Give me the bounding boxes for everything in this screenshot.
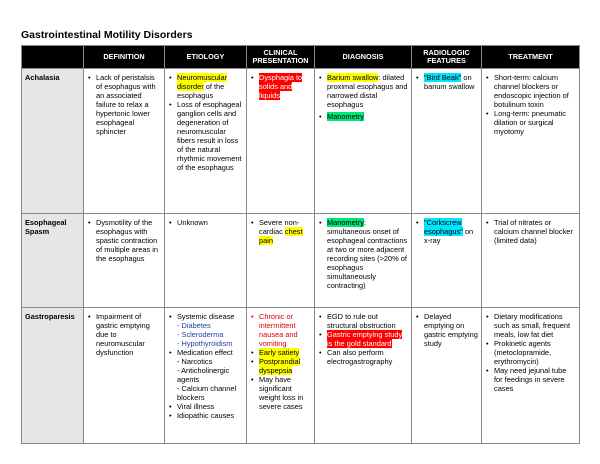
treatment-cell: [482, 308, 580, 444]
highlight: Neuromuscular disorder: [177, 73, 228, 92]
row-label: Esophageal Spasm: [22, 214, 84, 308]
list-item: - Calcium channel blockers: [177, 384, 237, 403]
text: : simultaneous onset of esophageal contractions at two or more adjacent recording sites (>20% of esophagus simultaneously contracting): [327, 218, 408, 291]
definition-cell: [84, 69, 165, 214]
list-item: [318, 218, 408, 290]
treatment-cell: [482, 69, 580, 214]
list-item: • Trial of nitrates or calcium channel blocker (limited data): [485, 218, 576, 245]
text: on barium swallow: [424, 73, 475, 92]
clinical-cell: [247, 69, 315, 214]
list-item: - Diabetes: [177, 321, 211, 331]
header-definition: DEFINITION: [84, 46, 165, 69]
header-radiologic: RADIOLOGIC FEATURES: [412, 46, 482, 69]
list-item: [250, 73, 311, 100]
definition-cell: [84, 214, 165, 308]
radiologic-cell: [412, 308, 482, 444]
list-item: [318, 73, 408, 109]
text: on x-ray: [424, 227, 474, 246]
list-item: [168, 73, 243, 100]
list-item: [415, 218, 478, 245]
highlight: "Bird Beak": [424, 73, 462, 82]
list-item: • Can also perform electrogastrography: [318, 348, 408, 366]
text: of the esophagus: [177, 82, 225, 101]
list-item: • Idiopathic causes: [168, 411, 243, 420]
header-diagnosis: DIAGNOSIS: [315, 46, 412, 69]
list-item: • May need jejunal tube for feedings in severe cases: [485, 366, 576, 393]
list-item: • Viral illness: [168, 402, 243, 411]
list-item: • Delayed emptying on gastric emptying study: [415, 312, 478, 348]
highlight: Gastric emptying study is the gold standard: [327, 330, 403, 349]
etiology-cell: [165, 214, 247, 308]
highlight: Postprandial dyspepsia: [259, 357, 301, 376]
definition-cell: [84, 308, 165, 444]
table-row-spasm: [22, 214, 580, 308]
etiology-cell: [165, 69, 247, 214]
highlight: chest pain: [259, 227, 303, 246]
list-item: • Chronic or intermittent nausea and vomiting: [250, 312, 311, 348]
list-item: • Lack of peristalsis of esophagus with an associated failure to relax a hypertonic lower esophageal sphincter: [87, 73, 161, 136]
list-item: [250, 218, 311, 245]
motility-table: [21, 45, 580, 444]
list-item: - Narcotics: [177, 357, 213, 367]
diagnosis-cell: [315, 214, 412, 308]
page-title: Gastrointestinal Motility Disorders: [21, 29, 193, 41]
radiologic-cell: [412, 69, 482, 214]
diagnosis-cell: [315, 69, 412, 214]
text: Severe non-cardiac: [259, 218, 300, 237]
highlight: Early satiety: [259, 348, 300, 358]
row-label: Achalasia: [22, 69, 84, 214]
row-label: Gastroparesis: [22, 308, 84, 444]
table-row-achalasia: [22, 69, 580, 214]
list-item: • May have significant weight loss in severe cases: [250, 375, 311, 411]
list-item: • EGD to rule out structural obstruction: [318, 312, 408, 330]
list-item: [250, 357, 311, 375]
header-empty: [22, 46, 84, 69]
header-clinical: CLINICAL PRESENTATION: [247, 46, 315, 69]
highlight: Manometry: [327, 112, 364, 122]
header-row: [22, 46, 580, 69]
list-item: [318, 112, 408, 121]
list-item: • Unknown: [168, 218, 243, 227]
list-item: [250, 348, 311, 357]
table-row-gastroparesis: [22, 308, 580, 444]
highlight: Manometry: [327, 218, 364, 227]
header-etiology: ETIOLOGY: [165, 46, 247, 69]
list-item: • Impairment of gastric emptying due to neuromuscular dysfunction: [87, 312, 161, 357]
list-item: - Scleroderma: [177, 330, 224, 340]
list-item: [318, 330, 408, 348]
list-item: • Dysmotility of the esophagus with spastic contraction of multiple areas in the esophagus: [87, 218, 161, 263]
list-item: • Medication effect: [168, 348, 243, 357]
treatment-cell: [482, 214, 580, 308]
diagnosis-cell: [315, 308, 412, 444]
header-treatment: TREATMENT: [482, 46, 580, 69]
clinical-cell: [247, 308, 315, 444]
list-item: - Hypothyroidism: [177, 339, 233, 349]
clinical-cell: [247, 214, 315, 308]
list-item: • Prokinetic agents (metoclopramide, erythromycin): [485, 339, 576, 366]
etiology-cell: [165, 308, 247, 444]
list-item: • Short-term: calcium channel blockers or endoscopic injection of botulinum toxin: [485, 73, 576, 109]
highlight: "Corkscrew esophagus": [424, 218, 463, 237]
list-item: - Anticholinergic agents: [177, 366, 230, 385]
list-item: • Dietary modifications such as small, frequent meals, low fat diet: [485, 312, 576, 339]
text: : dilated proximal esophagus and narrowed distal esophagus: [327, 73, 408, 110]
highlight: Dysphagia to solids and liquids: [259, 73, 303, 101]
list-item: • Long-term: pneumatic dilation or surgical myotomy: [485, 109, 576, 136]
list-item: [415, 73, 478, 91]
list-item: • Loss of esophageal ganglion cells and degeneration of neuromuscular fibers result in loss of the natural rhythmic movement of the esophagus: [168, 100, 243, 172]
radiologic-cell: [412, 214, 482, 308]
highlight: Barium swallow: [327, 73, 379, 82]
list-item: • Systemic disease: [168, 312, 243, 321]
